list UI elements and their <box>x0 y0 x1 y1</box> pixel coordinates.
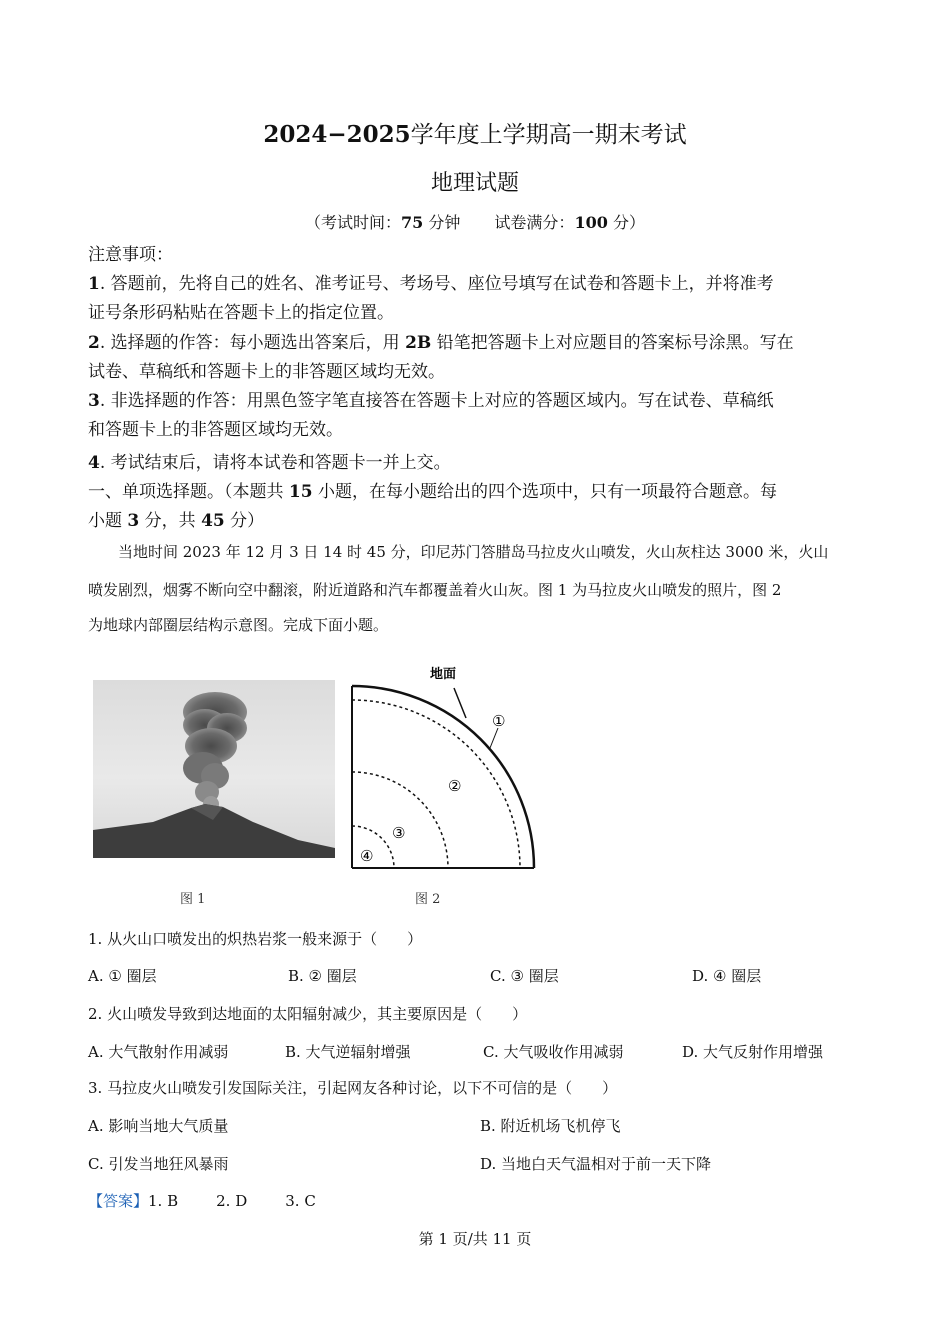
note-1-number: 1 <box>88 274 100 294</box>
note-1-text: . 答题前，先将自己的姓名、准考证号、考场号、座位号填写在试卷和答题卡上，并将准考 <box>99 274 774 294</box>
exam-time-unit: 分钟 <box>428 213 461 232</box>
figure-1-caption: 图 1 <box>180 892 206 907</box>
note-4-text: . 考试结束后，请将本试卷和答题卡一并上交。 <box>99 453 451 473</box>
note-2-line-1 <box>88 328 794 353</box>
layer-1-label: ① <box>492 712 506 730</box>
question-1-stem: 1. 从火山口喷发出的炽热岩浆一般来源于（ ） <box>88 930 423 948</box>
note-2-pencil: 2B <box>405 333 432 353</box>
volcano-illustration <box>93 680 335 858</box>
passage-line-2: 喷发剧烈，烟雾不断向空中翻滚，附近道路和汽车都覆盖着火山灰。图 1 为马拉皮火山喷发的照片，图 2 <box>88 581 782 599</box>
note-2-text-a: . 选择题的作答：每小题选出答案后，用 <box>99 333 406 353</box>
question-2-option-d: D. 大气反射作用增强 <box>682 1043 824 1061</box>
answer-line <box>88 1190 316 1211</box>
question-1-option-c: C. ③ 圈层 <box>490 967 559 985</box>
section-heading-line-2 <box>88 506 264 531</box>
page-footer: 第 1 页/共 11 页 <box>418 1230 532 1248</box>
section-total-score: 45 <box>201 511 225 531</box>
layer-2-label: ② <box>448 777 462 795</box>
notes-heading: 注意事项： <box>88 245 173 265</box>
title-year: 2024 <box>263 121 328 148</box>
note-1-line-2: 证号条形码粘贴在答题卡上的指定位置。 <box>88 303 394 323</box>
question-1-option-b: B. ② 圈层 <box>288 967 357 985</box>
passage-line-1: 当地时间 2023 年 12 月 3 日 14 时 45 分，印尼苏门答腊岛马拉皮火山喷发，火山灰柱达 3000 米，火山 <box>118 543 829 561</box>
section-per-score: 3 <box>127 511 140 531</box>
section-text-d: 分，共 <box>139 511 202 531</box>
answer-tag: 【答案】 <box>88 1192 149 1210</box>
score-close: 分） <box>612 213 645 232</box>
section-text-c: 小题 <box>88 511 128 531</box>
question-3-option-a: A. 影响当地大气质量 <box>88 1117 229 1135</box>
note-4-line-1 <box>88 448 451 473</box>
answer-2: 2. D <box>216 1192 248 1210</box>
exam-info <box>0 210 950 233</box>
question-3-option-c: C. 引发当地狂风暴雨 <box>88 1155 229 1173</box>
exam-subtitle: 地理试题 <box>430 171 519 196</box>
score-value: 100 <box>574 213 608 232</box>
note-3-text: . 非选择题的作答：用黑色签字笔直接答在答题卡上对应的答题区域内。写在试卷、草稿纸 <box>99 391 774 411</box>
surface-label: 地面 <box>430 667 457 682</box>
exam-title <box>0 116 950 149</box>
volcano-photo <box>93 680 335 858</box>
answer-1: 1. B <box>148 1192 179 1210</box>
passage-line-3: 为地球内部圈层结构示意图。完成下面小题。 <box>88 616 389 634</box>
note-2-line-2: 试卷、草稿纸和答题卡上的非答题区域均无效。 <box>88 362 445 382</box>
figure-2-caption: 图 2 <box>415 892 441 907</box>
title-year2: 2025 <box>346 121 411 148</box>
note-2-text-b: 铅笔把答题卡上对应题目的答案标号涂黑。写在 <box>431 333 794 353</box>
surface-leader-line <box>454 688 466 718</box>
section-count: 15 <box>288 482 313 502</box>
score-label: 试卷满分： <box>494 213 575 232</box>
exam-time-value: 75 <box>401 213 424 232</box>
title-rest: 学年度上学期高一期末考试 <box>410 122 687 148</box>
note-3-line-1 <box>88 386 774 411</box>
earth-layers-diagram <box>340 660 565 875</box>
surface-arc <box>352 686 534 868</box>
question-2-option-c: C. 大气吸收作用减弱 <box>483 1043 624 1061</box>
note-2-number: 2 <box>88 333 100 353</box>
question-1-option-d: D. ④ 圈层 <box>692 967 762 985</box>
section-heading-line-1 <box>88 477 777 502</box>
layer-1-leader-line <box>490 728 498 748</box>
answer-3: 3. C <box>285 1192 316 1210</box>
note-3-line-2: 和答题卡上的非答题区域均无效。 <box>88 420 343 440</box>
layer-3-label: ③ <box>392 824 406 842</box>
layer-4-label: ④ <box>360 847 374 865</box>
question-1-option-a: A. ① 圈层 <box>88 967 157 985</box>
note-3-number: 3 <box>88 391 100 411</box>
question-2-option-b: B. 大气逆辐射增强 <box>285 1043 411 1061</box>
section-text-a: 一、单项选择题。（本题共 <box>88 482 289 502</box>
question-3-option-b: B. 附近机场飞机停飞 <box>480 1117 621 1135</box>
note-1-line-1 <box>88 269 774 294</box>
question-2-option-a: A. 大气散射作用减弱 <box>88 1043 229 1061</box>
question-2-stem: 2. 火山喷发导致到达地面的太阳辐射减少，其主要原因是（ ） <box>88 1005 528 1023</box>
section-text-e: 分） <box>224 511 265 531</box>
title-dash: − <box>327 121 347 148</box>
question-3-stem: 3. 马拉皮火山喷发引发国际关注，引起网友各种讨论，以下不可信的是（ ） <box>88 1079 618 1097</box>
exam-time-label: （考试时间： <box>305 213 402 232</box>
question-3-option-d: D. 当地白天气温相对于前一天下降 <box>480 1155 712 1173</box>
section-text-b: 小题，在每小题给出的四个选项中，只有一项最符合题意。每 <box>312 482 777 502</box>
note-4-number: 4 <box>88 453 100 473</box>
